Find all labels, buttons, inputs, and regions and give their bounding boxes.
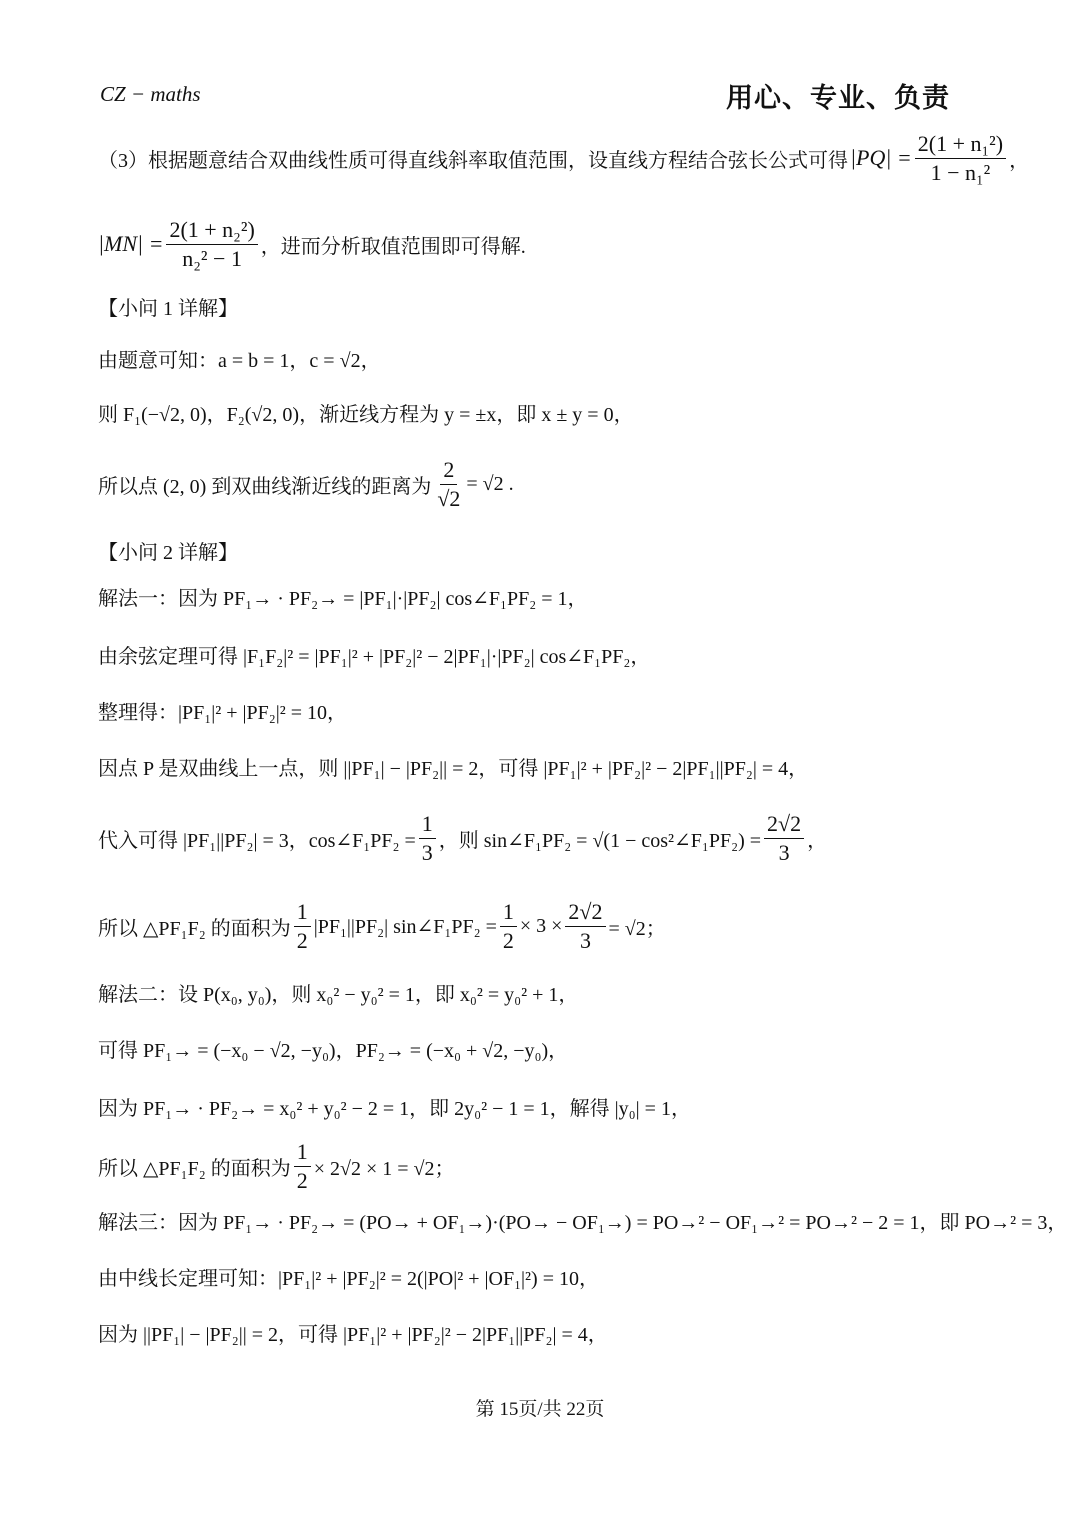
q2-line-1: 解法一：因为 PF₁→ · PF₂→ = |PF₁|·|PF₂| cos∠F₁PF₂ = 1， [98,588,588,610]
area-fraction-3 [565,898,605,954]
distance-fraction [434,456,463,512]
q1-line-3-pre: 所以点 (2, 0) 到双曲线渐近线的距离为 [98,475,432,498]
pq-denominator: 1 − n₁² [930,159,991,185]
page-header-left: CZ − maths [100,82,201,106]
intro-line-1 [98,130,1029,186]
q1-line-2: 则 F₁(−√2, 0)，F₂(√2, 0)，渐近线方程为 y = ±x，即 x ± y = 0， [98,404,634,426]
mn-fraction [166,216,257,272]
q2-line-10-a: 所以 △PF₁F₂ 的面积为 [98,1157,291,1180]
q2-line-5-b: ，则 sin∠F₁PF₂ = √(1 − cos²∠F₁PF₂) = [438,829,762,852]
intro-line-2 [98,216,526,272]
q2-line-7: 解法二：设 P(x₀, y₀)，则 x₀² − y₀² = 1，即 x₀² = y₀² + 1， [98,984,579,1006]
q2-line-5-c: ， [807,829,828,852]
q1-line-3-post: = √2 . [466,472,514,495]
area-denominator-1: 2 [296,927,308,953]
mn-lhs: |MN| = [98,231,164,256]
sin-numerator: 2√2 [764,810,804,839]
area-numerator-2: 1 [500,898,517,927]
q2-heading: 【小问 2 详解】 [98,542,238,564]
q2-line-6 [98,898,666,954]
page-footer: 第 15页/共 22页 [475,1399,605,1420]
q2-line-13: 因为 ||PF₁| − |PF₂|| = 2，可得 |PF₁|² + |PF₂|² − 2|PF₁||PF₂| = 4， [98,1324,608,1346]
q2-line-8: 可得 PF₁→ = (−x₀ − √2, −y₀)，PF₂→ = (−x₀ + √2, −y₀)， [98,1040,569,1062]
intro-part3-text: （3）根据题意结合双曲线性质可得直线斜率取值范围，设直线方程结合弦长公式可得 [98,149,848,172]
area-denominator-3: 3 [579,927,591,953]
q2-line-10 [98,1138,455,1194]
pq-lhs: |PQ| = [850,145,912,170]
area-numerator-3: 2√2 [565,898,605,927]
q2-line-6-d: = √2； [608,917,666,940]
q1-line-1: 由题意可知：a = b = 1，c = √2， [98,350,381,372]
q2-line-11: 解法三：因为 PF₁→ · PF₂→ = (PO→ + OF₁→)·(PO→ − OF₁→) = PO→² − OF₁→² = PO→² − 2 = 1，即 PO→² = 3， [98,1212,1068,1234]
area2-fraction [294,1138,311,1194]
page-header-right: 用心、专业、负责 [726,83,950,113]
pq-tail: ， [1009,149,1030,172]
q2-line-9: 因为 PF₁→ · PF₂→ = x₀² + y₀² − 2 = 1，即 2y₀² − 1 = 1，解得 |y₀| = 1， [98,1098,691,1120]
q2-line-12: 由中线长定理可知：|PF₁|² + |PF₂|² = 2(|PO|² + |OF₁|²) = 10， [98,1268,599,1290]
cos-denominator: 3 [421,839,433,865]
q1-line-3 [98,456,514,512]
area-numerator-1: 1 [294,898,311,927]
distance-denominator: √2 [437,485,461,511]
q2-line-3: 整理得：|PF₁|² + |PF₂|² = 10， [98,702,348,724]
pq-fraction [915,130,1006,186]
area-fraction-1 [294,898,311,954]
mn-numerator: 2(1 + n₂²) [166,216,257,245]
cos-fraction [419,810,436,866]
q2-line-10-b: × 2√2 × 1 = √2； [313,1157,455,1180]
sin-denominator: 3 [778,839,790,865]
mn-denominator: n₂² − 1 [182,245,242,271]
q2-line-6-c: × 3 × [519,914,563,937]
area-denominator-2: 2 [502,927,514,953]
area2-numerator: 1 [294,1138,311,1167]
q2-line-6-b: |PF₁||PF₂| sin∠F₁PF₂ = [313,915,497,938]
q2-line-4: 因点 P 是双曲线上一点，则 ||PF₁| − |PF₂|| = 2，可得 |PF₁|² + |PF₂|² − 2|PF₁||PF₂| = 4， [98,758,809,780]
q2-line-2: 由余弦定理可得 |F₁F₂|² = |PF₁|² + |PF₂|² − 2|PF₁|·|PF₂| cos∠F₁PF₂， [98,646,651,668]
area-fraction-2 [500,898,517,954]
q2-line-5 [98,810,827,866]
pq-numerator: 2(1 + n₁²) [915,130,1006,159]
q2-line-5-a: 代入可得 |PF₁||PF₂| = 3，cos∠F₁PF₂ = [98,829,416,852]
cos-numerator: 1 [419,810,436,839]
mn-tail: ，进而分析取值范围即可得解. [260,235,526,258]
q1-heading: 【小问 1 详解】 [98,298,238,320]
sin-fraction [764,810,804,866]
area2-denominator: 2 [296,1167,308,1193]
q2-line-6-a: 所以 △PF₁F₂ 的面积为 [98,917,291,940]
distance-numerator: 2 [440,456,457,485]
